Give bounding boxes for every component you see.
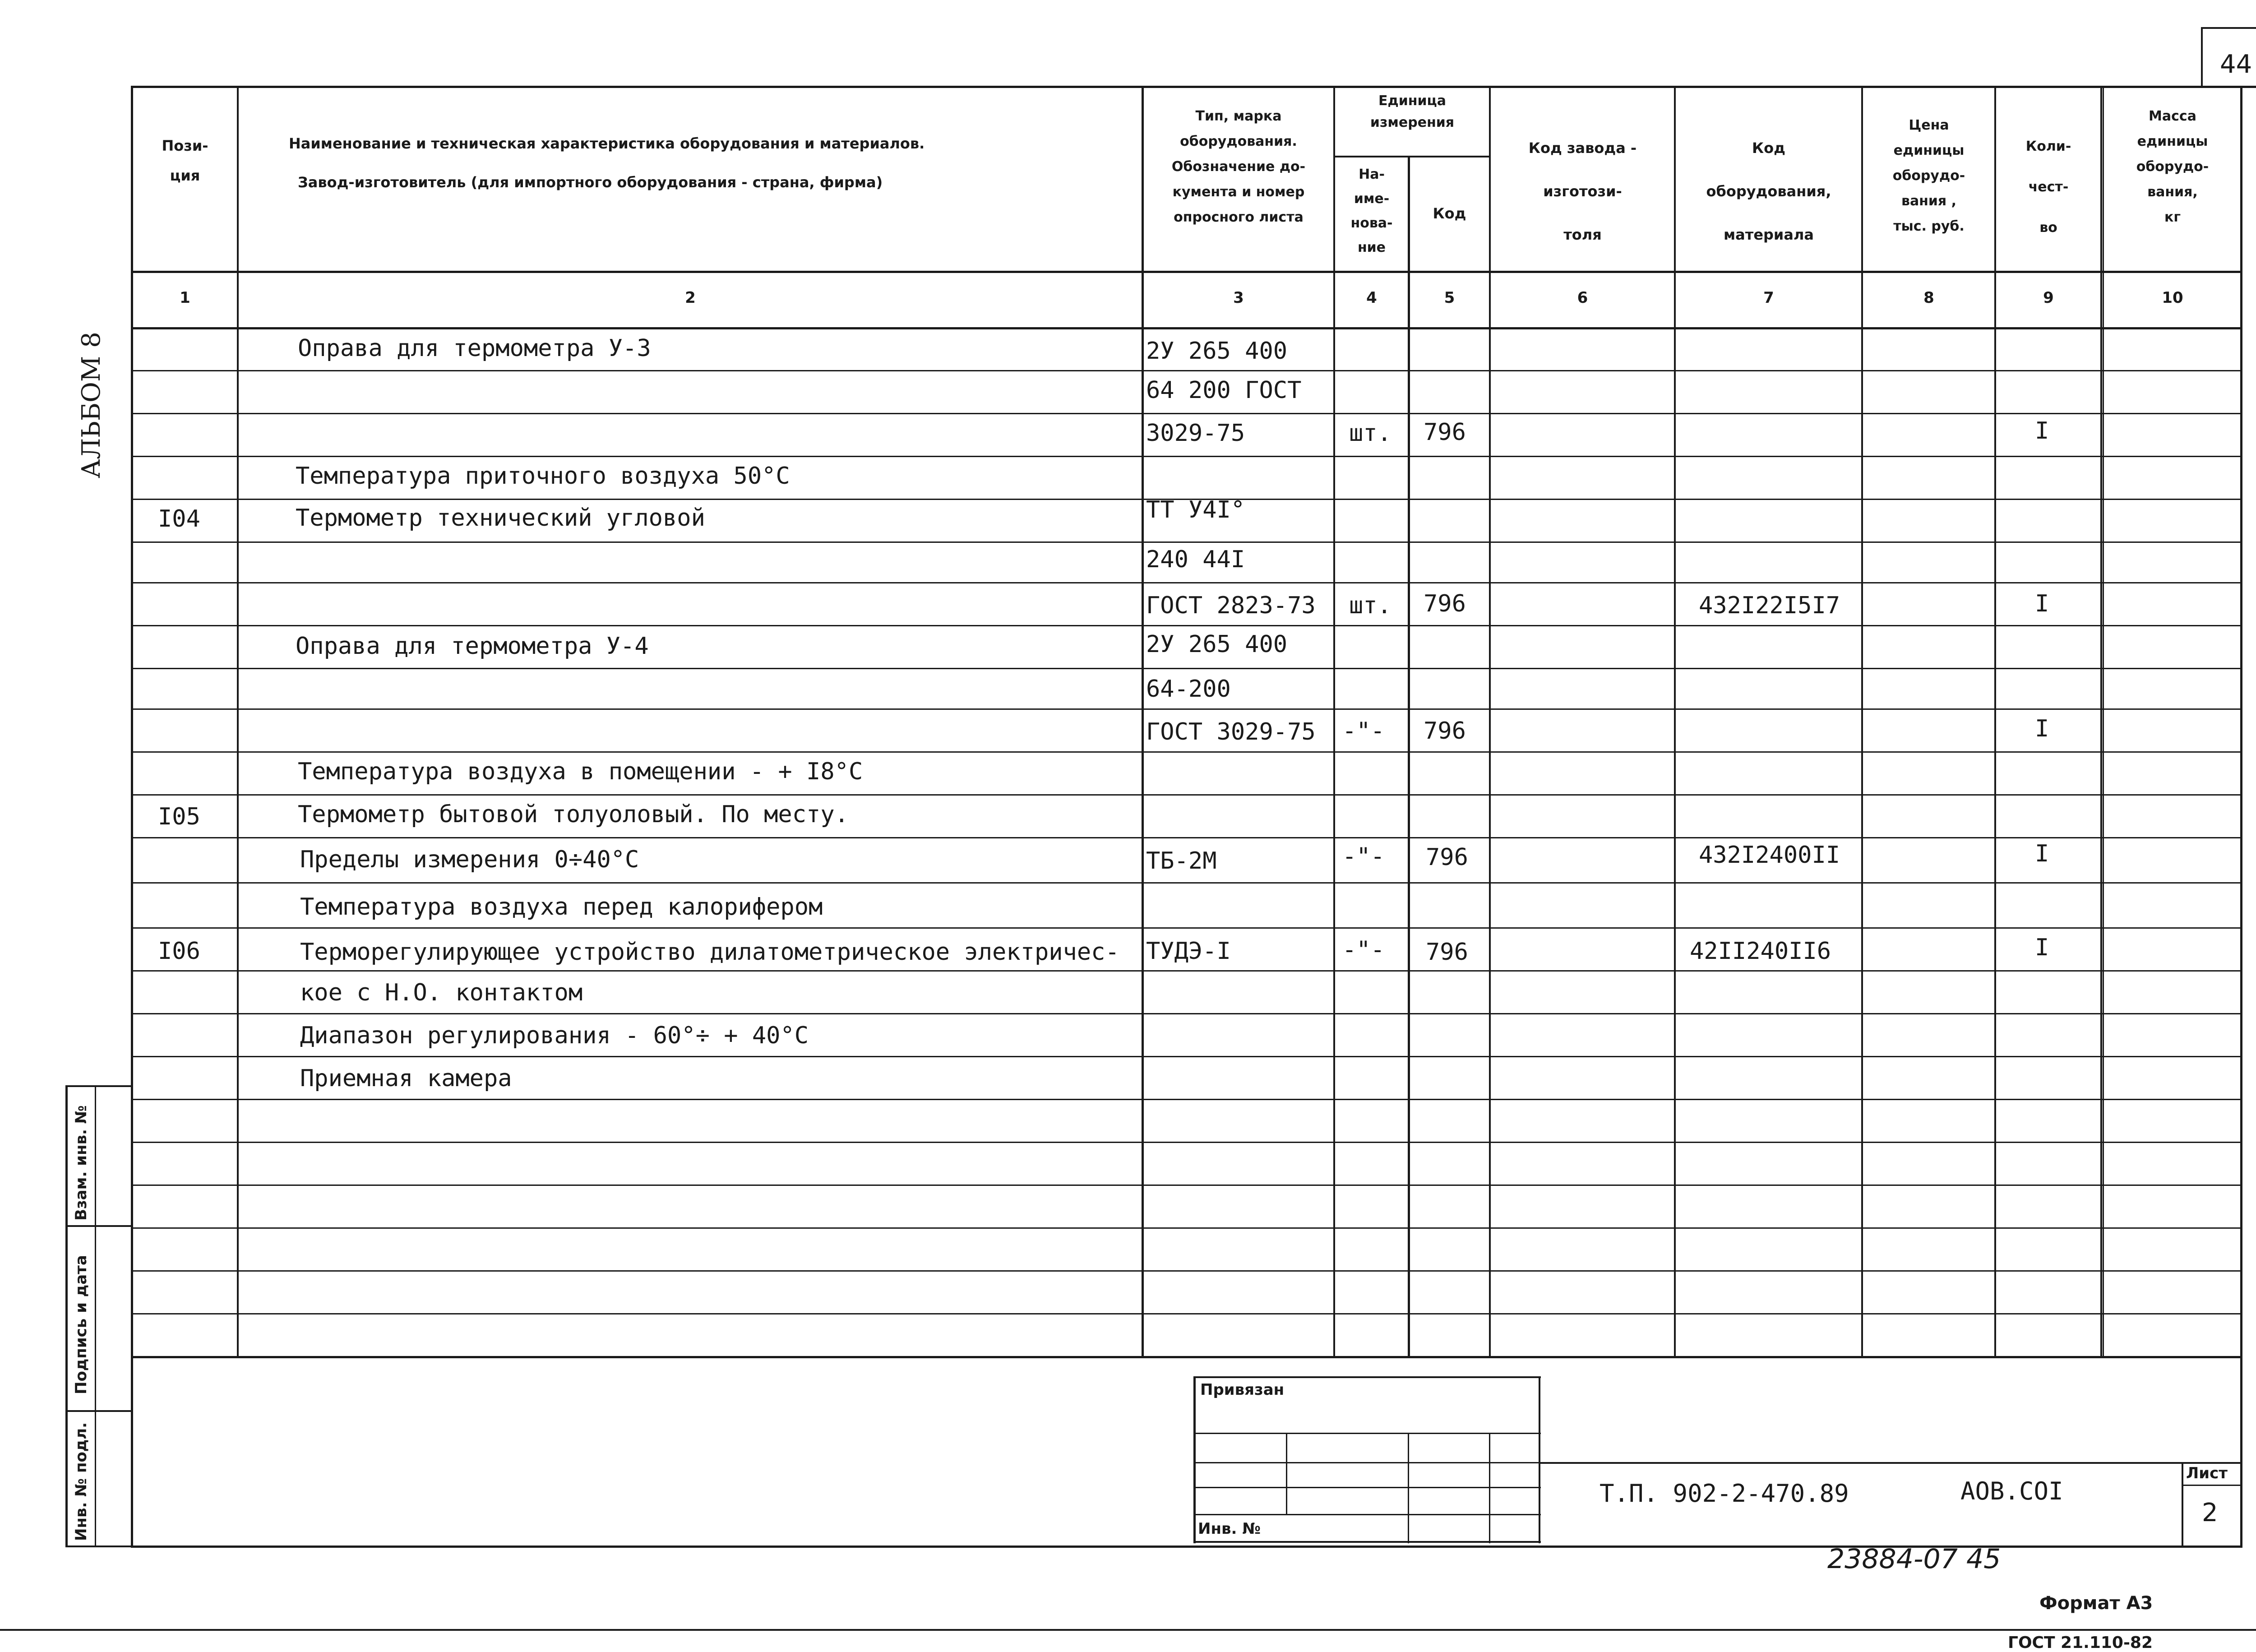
table-row-type: ГОСТ 3029-75 [1146,718,1316,745]
table-row-type: 2У 265 400 [1146,631,1288,658]
col-number: 5 [1444,289,1455,307]
table-row-type: 2У 265 400 [1146,338,1288,365]
table-row-qty: I [2035,590,2049,617]
archive-number: 23884-07 45 [1827,1543,2001,1575]
table-row-type: ТТ У4I° [1146,496,1245,523]
page-number: 44 [2220,50,2252,79]
table-row-name: Приемная камера [300,1065,512,1092]
document-code: АОВ.СОI [1960,1477,2063,1505]
format-label: Формат А3 [2039,1593,2153,1614]
header-price: Цена единицы оборудо- вания , тыс. руб. [1892,117,1965,234]
table-row-name: Оправа для термометра У-4 [296,633,649,660]
table-row-name: Оправа для термометра У-3 [298,335,651,362]
stamp-original-inv: Инв. № подл. [72,1422,90,1541]
table-row-type: ТБ-2М [1146,847,1217,875]
table-row-name: Температура приточного воздуха 50°С [296,463,790,490]
table-row-eq-code: 42II240II6 [1690,938,1831,965]
table-row-unit: шт. [1349,420,1392,447]
document-number: Т.П. 902-2-470.89 [1600,1479,1849,1508]
header-mass: Масса единицы оборудо- вания, кг [2136,108,2209,225]
col-number: 3 [1233,289,1244,307]
table-row-code: 796 [1424,590,1466,617]
table-row-name: Терморегулирующее устройство дилатометрическое электричес- [300,939,1119,966]
table-row-qty: I [2035,840,2049,867]
table-row-unit: шт. [1349,592,1392,619]
sheet-label: Лист [2186,1464,2228,1482]
frame-right [2240,86,2242,1548]
table-row-code: 796 [1426,939,1468,966]
inventory-label: Инв. № [1198,1520,1261,1538]
table-row-position: I06 [158,938,200,965]
col-number: 6 [1577,289,1588,307]
table-row-name: Термометр бытовой толуоловый. По месту. [298,801,849,828]
table-row-type: ТУДЭ-I [1146,938,1231,965]
album-label: АЛЬБОМ 8 [77,332,106,478]
header-unit-group: Единица измерения [1370,93,1455,130]
col-number: 2 [685,289,696,307]
col-number: 10 [2162,289,2183,307]
sheet-number: 2 [2202,1498,2218,1527]
table-row-name: Температура воздуха в помещении - + I8°С [298,758,863,785]
stamp-signature-date: Подпись и дата [72,1255,90,1394]
bound-label: Привязан [1200,1381,1285,1399]
table-row-position: I04 [158,505,200,532]
header-position: Пози- ция [162,137,208,184]
table-row-code: 796 [1424,419,1466,446]
header-unit-name: На- име- нова- ние [1350,167,1393,255]
header-name: Наименование и техническая характеристика оборудования и материалов. Завод-изготовитель (для импортного оборудования - страна, фирма) [289,135,925,191]
table-row-qty: I [2035,417,2049,444]
table-row-name: Термометр технический угловой [296,504,705,532]
table-row-qty: I [2035,715,2049,742]
table-row-unit: -"- [1342,843,1385,870]
table-row-eq-code: 432I22I5I7 [1699,592,1840,619]
table-row-code: 796 [1424,717,1466,745]
table-row-type: 64-200 [1146,676,1231,703]
header-unit-code: Код [1433,205,1466,222]
col-number: 7 [1763,289,1774,307]
table-row-qty: I [2035,934,2049,961]
header-quantity: Коли- чест- во [2025,139,2071,236]
table-row-name: Диапазон регулирования - 60°÷ + 40°С [300,1022,809,1049]
table-row-eq-code: 432I2400II [1699,842,1840,869]
table-row-type: 3029-75 [1146,420,1245,447]
col-number: 9 [2043,289,2054,307]
table-row-code: 796 [1426,844,1468,871]
header-plant-code: Код завода - изготози- толя [1528,139,1637,243]
header-type: Тип, марка оборудования. Обозначение до- кумента и номер опросного листа [1171,108,1306,225]
col-number: 4 [1366,289,1377,307]
col-number: 1 [180,289,190,307]
stamp-replacement-inv: Взам. инв. № [72,1105,90,1221]
table-row-type: 64 200 ГОСТ [1146,377,1302,404]
table-row-name: Пределы измерения 0÷40°С [300,846,639,873]
table-row-name: кое с Н.О. контактом [300,979,583,1006]
col-number: 8 [1923,289,1934,307]
table-row-type: 240 44I [1146,546,1245,573]
table-row-type: ГОСТ 2823-73 [1146,592,1316,619]
table-row-name: Температура воздуха перед калорифером [300,893,823,921]
header-equipment-code: Код оборудования, материала [1706,139,1831,243]
table-row-unit: -"- [1342,936,1385,963]
table-row-unit: -"- [1342,717,1385,745]
footer-standard: ГОСТ 21.110-82 [2008,1633,2153,1652]
frame-top [131,86,2256,88]
table-row-position: I05 [158,803,200,830]
